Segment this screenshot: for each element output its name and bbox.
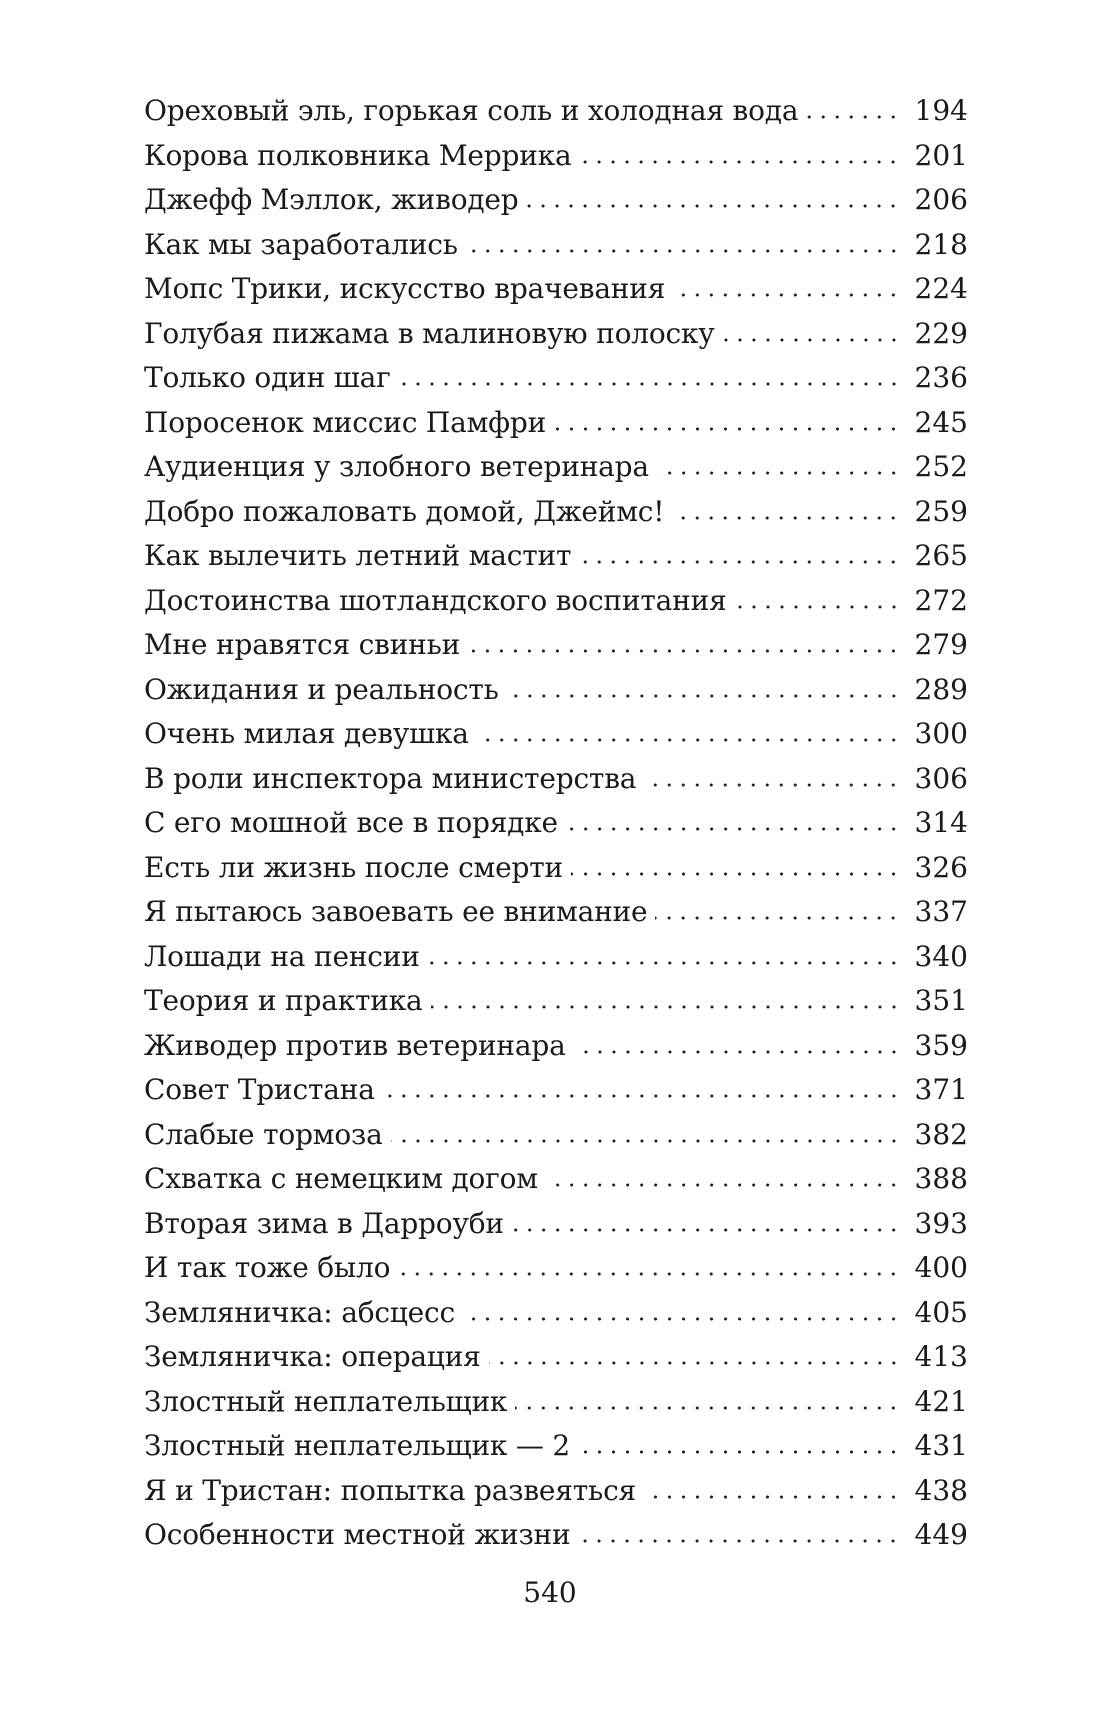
dot-leader	[489, 1361, 901, 1365]
toc-entry-title: Слабые тормоза	[144, 1117, 383, 1151]
toc-entry-page-number: 449	[914, 1518, 968, 1551]
toc-entry-page-number: 393	[914, 1206, 968, 1240]
page-number: 540	[523, 1576, 577, 1609]
toc-entry-page-number: 236	[914, 361, 968, 394]
dot-leader	[398, 1272, 900, 1276]
toc-entry	[144, 890, 968, 935]
toc-entry	[144, 89, 968, 134]
dot-leader	[554, 427, 900, 431]
dot-leader	[578, 1450, 900, 1454]
toc-entry-page-number: 382	[914, 1117, 968, 1151]
toc-entry	[144, 712, 968, 757]
toc-entry	[144, 846, 968, 891]
toc-entry-page-number: 405	[914, 1295, 968, 1329]
toc-entry	[144, 1424, 968, 1469]
dot-leader	[657, 471, 901, 475]
toc-entry-title: Есть ли жизнь после смерти	[144, 850, 563, 884]
toc-entry	[144, 1291, 968, 1336]
toc-entry-title: Схватка с немецким догом	[144, 1162, 538, 1195]
toc-entry	[144, 1513, 968, 1558]
toc-entry-title: Поросенок миссис Памфри	[144, 405, 547, 439]
toc-entry-page-number: 431	[914, 1429, 968, 1462]
toc-entry	[144, 445, 968, 490]
toc-entry	[144, 1157, 968, 1202]
toc-entry	[144, 223, 968, 268]
toc-entry-title: С его мошной все в порядке	[144, 806, 558, 839]
toc-entry	[144, 1335, 968, 1380]
dot-leader	[574, 1050, 901, 1054]
toc-entry-title: Злостный неплательщик	[144, 1384, 508, 1418]
dot-leader	[672, 516, 900, 520]
toc-entry-page-number: 289	[914, 672, 968, 706]
toc-entry-title: Только один шаг	[144, 361, 391, 394]
toc-entry-title: Лошади на пенсии	[144, 939, 420, 973]
toc-entry	[144, 757, 968, 802]
toc-entry-page-number: 218	[914, 227, 968, 261]
dot-leader	[383, 1094, 901, 1098]
toc-entry	[144, 356, 968, 401]
dot-leader	[579, 560, 900, 564]
toc-entry	[144, 267, 968, 312]
toc-entry-page-number: 314	[914, 806, 968, 839]
toc-entry-page-number: 259	[914, 494, 968, 528]
dot-leader	[571, 872, 901, 876]
toc-entry-title: Земляничка: абсцесс	[144, 1295, 455, 1329]
toc-entry-page-number: 279	[914, 628, 968, 661]
toc-entry	[144, 935, 968, 980]
dot-leader	[673, 293, 900, 297]
toc-entry-page-number: 245	[914, 405, 968, 439]
toc-entry	[144, 134, 968, 179]
toc-entry	[144, 401, 968, 446]
dot-leader	[399, 382, 901, 386]
toc-entry	[144, 1068, 968, 1113]
toc-entry	[144, 1202, 968, 1247]
toc-entry	[144, 312, 968, 357]
toc-entry-page-number: 265	[914, 539, 968, 572]
toc-entry-title: Совет Тристана	[144, 1073, 375, 1106]
toc-entry-page-number: 326	[914, 850, 968, 884]
dot-leader	[723, 338, 901, 342]
dot-leader	[463, 1317, 901, 1321]
toc-entry-title: И так тоже было	[144, 1251, 391, 1284]
toc-entry-page-number: 206	[914, 183, 968, 216]
toc-entry-title: Ожидания и реальность	[144, 672, 499, 706]
toc-entry	[144, 668, 968, 713]
toc-entry-page-number: 252	[914, 450, 968, 483]
dot-leader	[477, 738, 901, 742]
toc-entry-title: Мне нравятся свиньи	[144, 628, 461, 661]
toc-entry	[144, 490, 968, 535]
toc-entry-title: Ореховый эль, горькая соль и холодная вода	[144, 94, 799, 127]
toc-entry-page-number: 306	[914, 761, 968, 795]
dot-leader	[466, 249, 901, 253]
dot-leader	[515, 1406, 900, 1410]
toc-entry-page-number: 229	[914, 316, 968, 350]
toc-entry-title: Вторая зима в Дарроуби	[144, 1206, 504, 1240]
dot-leader	[644, 783, 900, 787]
dot-leader	[566, 827, 901, 831]
toc-entry-page-number: 351	[914, 984, 968, 1017]
toc-entry	[144, 1380, 968, 1425]
toc-entry-title: Достоинства шотландского воспитания	[144, 583, 727, 617]
dot-leader	[735, 605, 901, 609]
toc-entry-page-number: 300	[914, 717, 968, 750]
dot-leader	[428, 961, 901, 965]
toc-entry-page-number: 421	[914, 1384, 968, 1418]
dot-leader	[512, 1228, 901, 1232]
toc-entry-title: В роли инспектора министерства	[144, 761, 637, 795]
dot-leader	[644, 1495, 901, 1499]
toc-entry	[144, 623, 968, 668]
toc-entry-title: Аудиенция у злобного ветеринара	[144, 450, 649, 483]
dot-leader	[507, 694, 901, 698]
dot-leader	[431, 1005, 901, 1009]
toc-entry	[144, 534, 968, 579]
dot-leader	[391, 1139, 901, 1143]
toc-entry	[144, 1113, 968, 1158]
dot-leader	[578, 1539, 900, 1543]
toc-entry-title: Я пытаюсь завоевать ее внимание	[144, 895, 648, 928]
toc-entry-page-number: 438	[914, 1473, 968, 1507]
toc-entry-title: Я и Тристан: попытка развеяться	[144, 1473, 637, 1507]
toc-entry-title: Земляничка: операция	[144, 1340, 481, 1373]
toc-entry	[144, 979, 968, 1024]
dot-leader	[655, 916, 900, 920]
toc-entry	[144, 1024, 968, 1069]
dot-leader	[579, 160, 900, 164]
toc-entry-title: Злостный неплательщик — 2	[144, 1429, 571, 1462]
toc-entry-title: Как вылечить летний мастит	[144, 539, 572, 572]
toc-entry-page-number: 359	[914, 1028, 968, 1062]
toc-entry-page-number: 413	[914, 1340, 968, 1373]
toc-entry-page-number: 371	[914, 1073, 968, 1106]
toc-entry-title: Очень милая девушка	[144, 717, 469, 750]
table-of-contents	[144, 89, 968, 1558]
toc-entry-title: Джефф Мэллок, живодер	[144, 183, 519, 216]
toc-entry-page-number: 272	[914, 583, 968, 617]
toc-entry	[144, 801, 968, 846]
toc-entry	[144, 178, 968, 223]
toc-entry-page-number: 337	[914, 895, 968, 928]
dot-leader	[806, 115, 900, 119]
toc-entry-title: Особенности местной жизни	[144, 1518, 571, 1551]
toc-entry-title: Теория и практика	[144, 984, 423, 1017]
toc-entry-title: Живодер против ветеринара	[144, 1028, 566, 1062]
dot-leader	[468, 649, 900, 653]
toc-entry	[144, 1246, 968, 1291]
toc-entry-page-number: 201	[914, 138, 968, 172]
toc-entry-page-number: 340	[914, 939, 968, 973]
toc-entry-page-number: 194	[914, 94, 968, 127]
toc-entry-title: Мопс Трики, искусство врачевания	[144, 272, 666, 305]
toc-entry-page-number: 388	[914, 1162, 968, 1195]
dot-leader	[526, 204, 900, 208]
toc-entry	[144, 1469, 968, 1514]
toc-entry-page-number: 224	[914, 272, 968, 305]
toc-entry-title: Добро пожаловать домой, Джеймс!	[144, 494, 665, 528]
dot-leader	[546, 1183, 901, 1187]
toc-entry	[144, 579, 968, 624]
toc-entry-title: Как мы заработались	[144, 227, 458, 261]
toc-entry-page-number: 400	[914, 1251, 968, 1284]
toc-entry-title: Голубая пижама в малиновую полоску	[144, 316, 715, 350]
toc-entry-title: Корова полковника Меррика	[144, 138, 572, 172]
